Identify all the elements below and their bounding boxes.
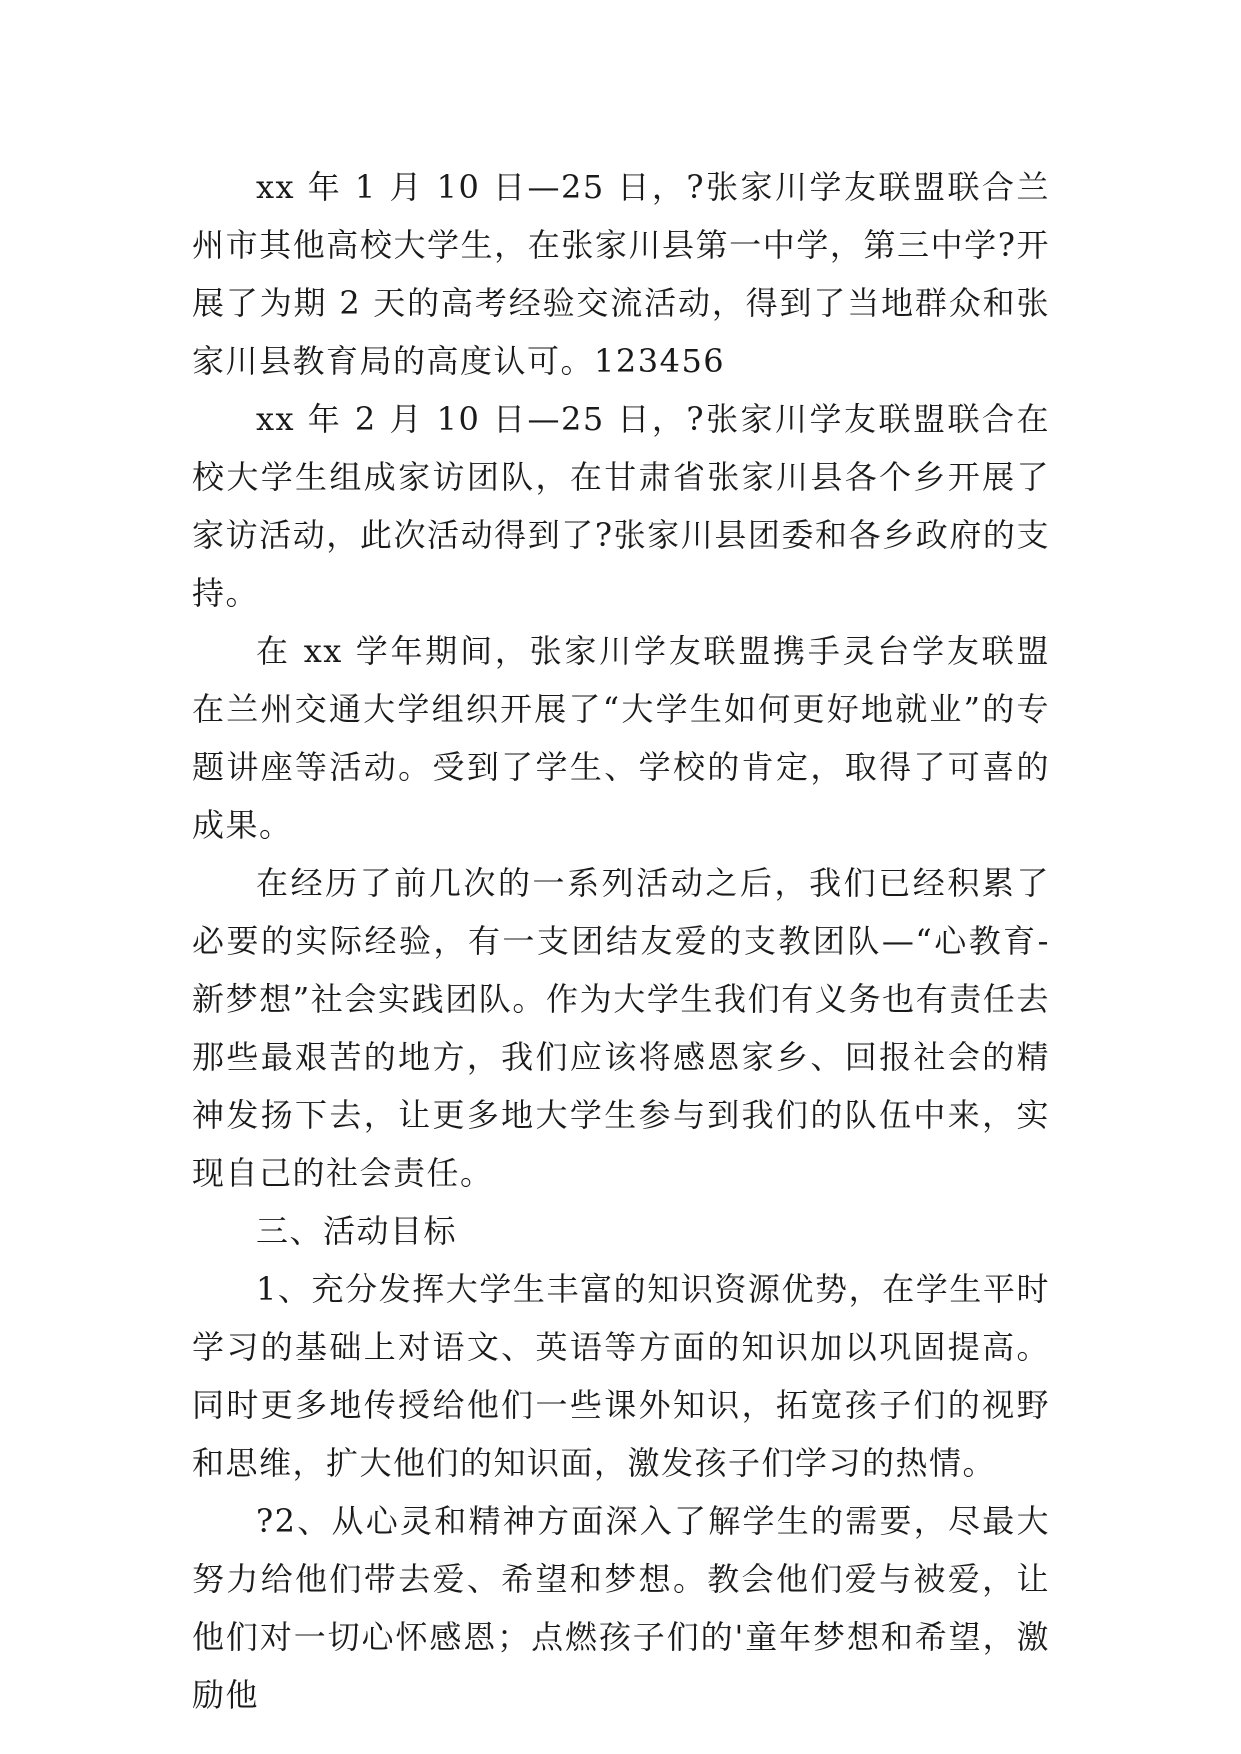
section-heading-goals: 三、活动目标 [256,1212,458,1250]
paragraph-exam-exchange: xx 年 1 月 10 日—25 日，?张家川学友联盟联合兰州市其他高校大学生，在张家川县第一中学，第三中学?开展了为期 2 天的高考经验交流活动，得到了当地群众和张家川县教育局的高度认可。123456 [192,168,1050,380]
paragraph-employment-lecture: 在 xx 学年期间，张家川学友联盟携手灵台学友联盟在兰州交通大学组织开展了“大学生如何更好地就业”的专题讲座等活动。受到了学生、学校的肯定，取得了可喜的成果。 [192,632,1050,844]
paragraph-team-experience: 在经历了前几次的一系列活动之后，我们已经积累了必要的实际经验，有一支团结友爱的支教团队—“心教育-新梦想”社会实践团队。作为大学生我们有义务也有责任去那些最艰苦的地方，我们应该将感恩家乡、回报社会的精神发扬下去，让更多地大学生参与到我们的队伍中来，实现自己的社会责任。 [192,864,1050,1192]
paragraph-home-visit: xx 年 2 月 10 日—25 日，?张家川学友联盟联合在校大学生组成家访团队，在甘肃省张家川县各个乡开展了家访活动，此次活动得到了?张家川县团委和各乡政府的支持。 [192,400,1050,612]
paragraph-goal-2: ?2、从心灵和精神方面深入了解学生的需要，尽最大努力给他们带去爱、希望和梦想。教会他们爱与被爱，让他们对一切心怀感恩；点燃孩子们的'童年梦想和希望，激励他 [192,1502,1050,1714]
paragraph-goal-1: 1、充分发挥大学生丰富的知识资源优势，在学生平时学习的基础上对语文、英语等方面的知识加以巩固提高。同时更多地传授给他们一些课外知识，拓宽孩子们的视野和思维，扩大他们的知识面，激发孩子们学习的热情。 [192,1270,1050,1482]
document-body [192,158,1050,1724]
